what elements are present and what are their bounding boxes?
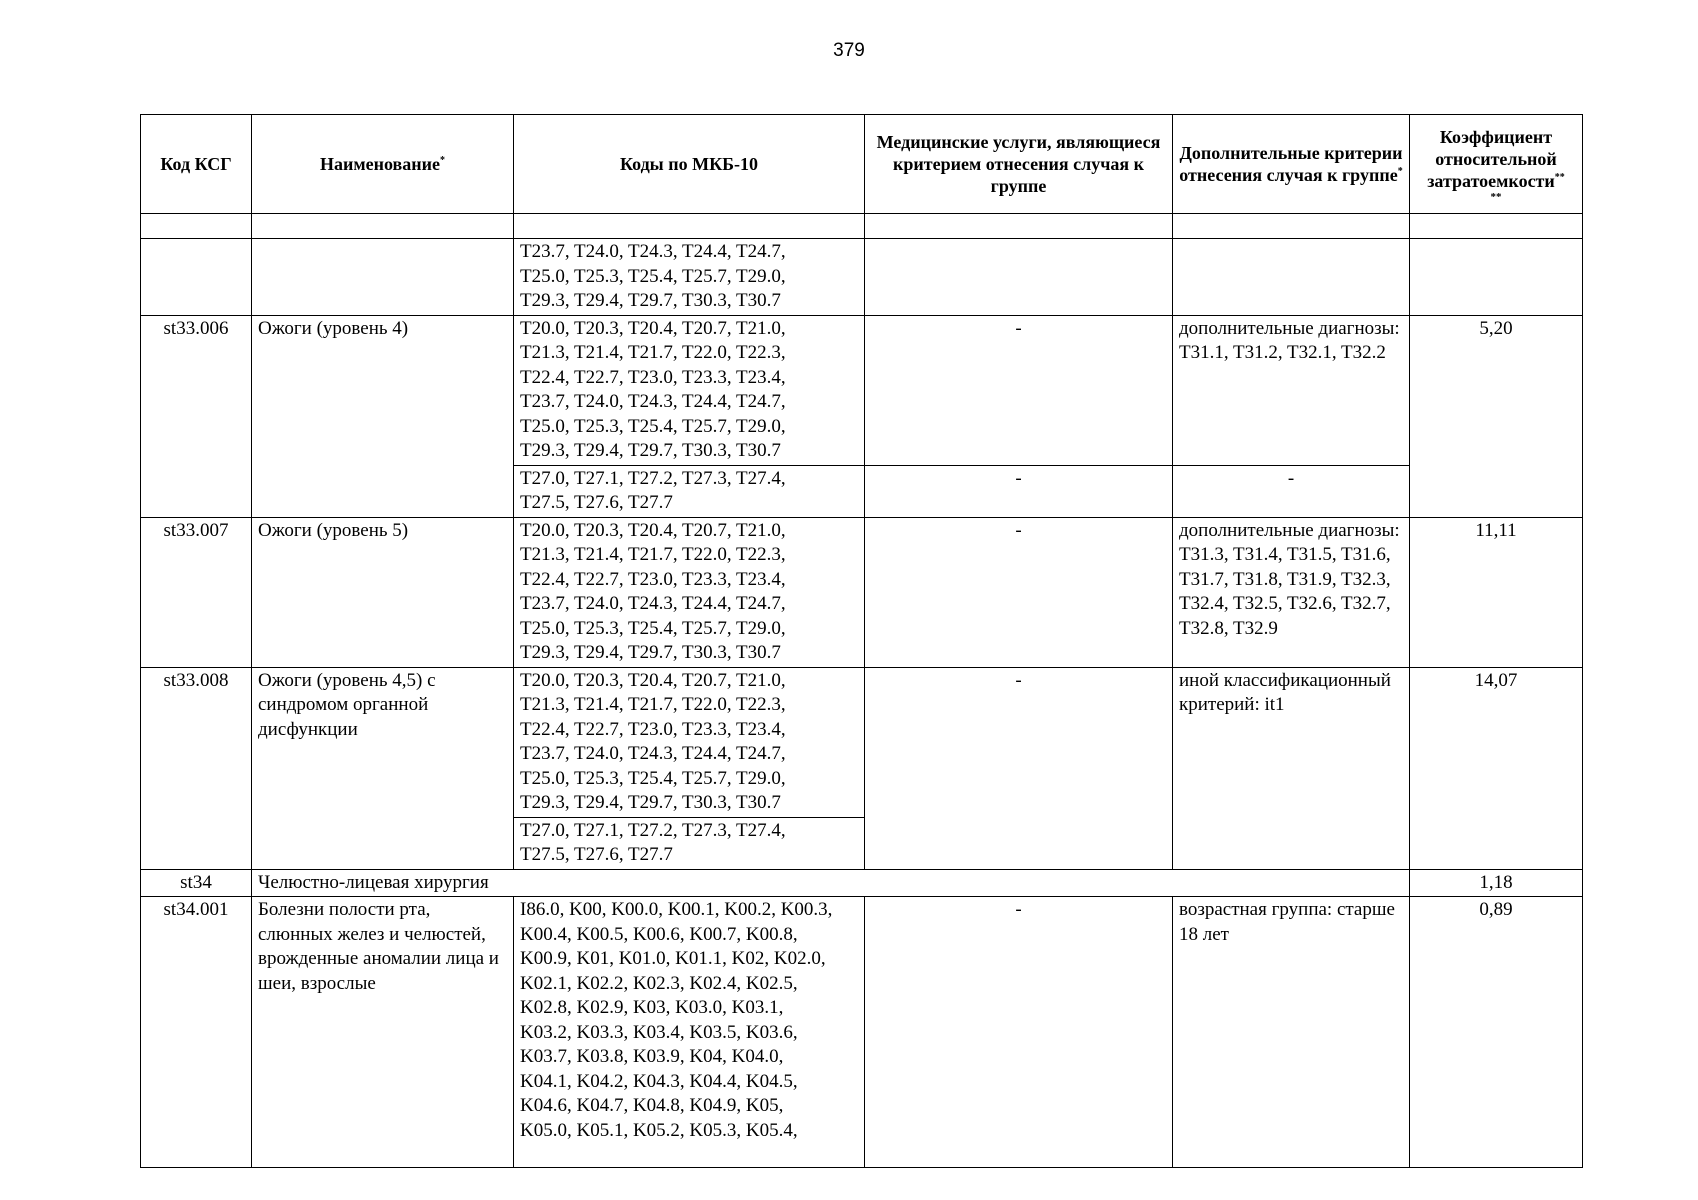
table-row xyxy=(141,517,1583,667)
services-cell: - xyxy=(865,315,1173,465)
ksg-table xyxy=(140,114,1583,1168)
mkb-codes-cell: T20.0, T20.3, T20.4, T20.7, T21.0, T21.3, T21.4, T21.7, T22.0, T22.3, T22.4, T22.7, T23.0, T23.3, T23.4, T23.7, T24.0, T24.3, T24.4, T24.7, T25.0, T25.3, T25.4, T25.7, T29.0, T29.3, T29.4, T29.7, T30.3, T30.7 xyxy=(514,517,865,667)
header-services: Медицинские услуги, являющиеся критерием отнесения случая к группе xyxy=(865,115,1173,214)
header-extra: Дополнительные критерии отнесения случая к группе* xyxy=(1173,115,1410,214)
extra-criteria-cell: - xyxy=(1173,465,1410,517)
section-row xyxy=(141,869,1583,897)
coef-cell: 1,18 xyxy=(1410,869,1583,897)
table-row xyxy=(141,897,1583,1168)
header-code: Код КСГ xyxy=(141,115,252,214)
page-number: 379 xyxy=(833,40,865,61)
table-row xyxy=(141,315,1583,465)
services-cell: - xyxy=(865,667,1173,869)
header-coef: Коэффициент относительной затратоемкости** ** xyxy=(1410,115,1583,214)
services-cell: - xyxy=(865,465,1173,517)
mkb-codes-cell: T27.0, T27.1, T27.2, T27.3, T27.4, T27.5, T27.6, T27.7 xyxy=(514,817,865,869)
services-cell: - xyxy=(865,517,1173,667)
ksg-code-cell: st33.007 xyxy=(141,517,252,667)
extra-criteria-cell: возрастная группа: старше 18 лет xyxy=(1173,897,1410,1168)
header-name: Наименование* xyxy=(252,115,514,214)
table-row xyxy=(141,667,1583,817)
mkb-codes-cell: T27.0, T27.1, T27.2, T27.3, T27.4, T27.5, T27.6, T27.7 xyxy=(514,465,865,517)
ksg-code-cell: st33.008 xyxy=(141,667,252,869)
mkb-codes-cell: T20.0, T20.3, T20.4, T20.7, T21.0, T21.3, T21.4, T21.7, T22.0, T22.3, T22.4, T22.7, T23.0, T23.3, T23.4, T23.7, T24.0, T24.3, T24.4, T24.7, T25.0, T25.3, T25.4, T25.7, T29.0, T29.3, T29.4, T29.7, T30.3, T30.7 xyxy=(514,667,865,817)
ksg-name-cell: Ожоги (уровень 4) xyxy=(252,315,514,517)
extra-criteria-cell: дополнительные диагнозы: T31.3, T31.4, T31.5, T31.6, T31.7, T31.8, T31.9, T32.3, T32.4, T32.5, T32.6, T32.7, T32.8, T32.9 xyxy=(1173,517,1410,667)
footnote-mark: * xyxy=(1397,166,1403,177)
footnote-mark: ** xyxy=(1490,191,1502,203)
services-cell: - xyxy=(865,897,1173,1168)
footnote-mark: ** xyxy=(1554,172,1565,183)
ksg-code-cell: st34 xyxy=(141,869,252,897)
footnote-mark: * xyxy=(440,155,445,166)
section-name-cell: Челюстно-лицевая хирургия xyxy=(252,869,1410,897)
mkb-codes-cell: T23.7, T24.0, T24.3, T24.4, T24.7, T25.0, T25.3, T25.4, T25.7, T29.0, T29.3, T29.4, T29.7, T30.3, T30.7 xyxy=(514,239,865,316)
ksg-code-cell: st33.006 xyxy=(141,315,252,517)
coef-cell: 5,20 xyxy=(1410,315,1583,517)
ksg-name-cell: Ожоги (уровень 5) xyxy=(252,517,514,667)
ksg-name-cell: Ожоги (уровень 4,5) с синдромом органной дисфункции xyxy=(252,667,514,869)
coef-cell: 0,89 xyxy=(1410,897,1583,1168)
extra-criteria-cell: дополнительные диагнозы: T31.1, T31.2, T32.1, T32.2 xyxy=(1173,315,1410,465)
coef-cell: 14,07 xyxy=(1410,667,1583,869)
coef-cell: 11,11 xyxy=(1410,517,1583,667)
extra-criteria-cell: иной классификационный критерий: it1 xyxy=(1173,667,1410,869)
ksg-name-cell: Болезни полости рта, слюнных желез и челюстей, врожденные аномалии лица и шеи, взрослые xyxy=(252,897,514,1168)
spacer-row xyxy=(141,214,1583,239)
mkb-codes-cell: T20.0, T20.3, T20.4, T20.7, T21.0, T21.3, T21.4, T21.7, T22.0, T22.3, T22.4, T22.7, T23.0, T23.3, T23.4, T23.7, T24.0, T24.3, T24.4, T24.7, T25.0, T25.3, T25.4, T25.7, T29.0, T29.3, T29.4, T29.7, T30.3, T30.7 xyxy=(514,315,865,465)
mkb-codes-cell: I86.0, K00, K00.0, K00.1, K00.2, K00.3, K00.4, K00.5, K00.6, K00.7, K00.8, K00.9, K01, K01.0, K01.1, K02, K02.0, K02.1, K02.2, K02.3, K02.4, K02.5, K02.8, K02.9, K03, K03.0, K03.1, K03.2, K03.3, K03.4, K03.5, K03.6, K03.7, K03.8, K03.9, K04, K04.0, K04.1, K04.2, K04.3, K04.4, K04.5, K04.6, K04.7, K04.8, K04.9, K05, K05.0, K05.1, K05.2, K05.3, K05.4, xyxy=(514,897,865,1168)
ksg-code-cell: st34.001 xyxy=(141,897,252,1168)
header-mkb: Коды по МКБ-10 xyxy=(514,115,865,214)
header-row xyxy=(141,115,1583,214)
table-row xyxy=(141,239,1583,316)
